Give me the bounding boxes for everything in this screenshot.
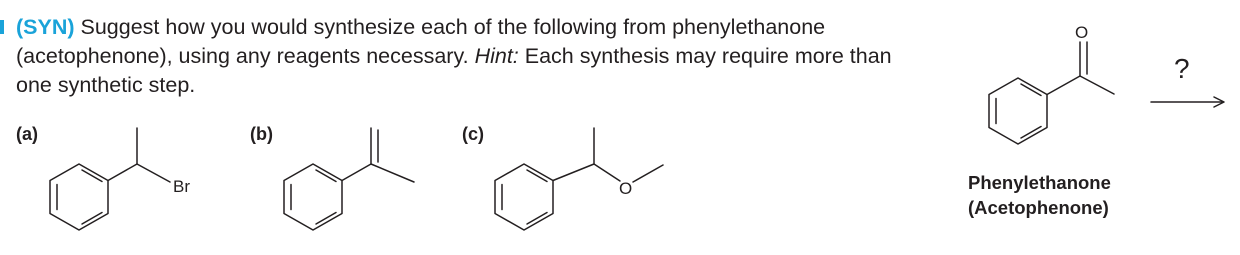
hint-text: Each synthesis may require more than one synthetic step. bbox=[16, 44, 892, 97]
structure-c-benzene-ring bbox=[495, 164, 553, 230]
problem-tag: (SYN) bbox=[16, 15, 75, 39]
structure-b-methyl-bond bbox=[371, 164, 414, 182]
acetophenone-benzene-ring bbox=[989, 78, 1047, 144]
acetophenone-carbonyl-carbon-bond bbox=[1047, 76, 1080, 95]
part-c-label: (c) bbox=[462, 124, 484, 144]
structure-a-br-label: Br bbox=[173, 177, 190, 196]
hint-label: Hint: bbox=[474, 44, 519, 68]
starting-material-name bbox=[968, 170, 1111, 220]
structure-a-methyl-bond bbox=[108, 128, 137, 181]
structure-b-benzene-ring bbox=[284, 164, 342, 230]
reaction-question-mark: ? bbox=[1174, 53, 1190, 84]
structure-a-benzene-ring bbox=[50, 164, 108, 230]
starting-material-name-line1: Phenylethanone bbox=[968, 172, 1111, 193]
structure-c-o-label: O bbox=[619, 179, 633, 198]
acetophenone-o-label: O bbox=[1075, 23, 1089, 42]
acetophenone-structure bbox=[989, 23, 1114, 144]
structure-c bbox=[495, 128, 663, 230]
part-b-label: (b) bbox=[250, 124, 273, 144]
reaction-arrow bbox=[1151, 97, 1224, 107]
structure-c-methyl-bond bbox=[553, 128, 594, 181]
structure-b-vinyl-bond bbox=[342, 164, 371, 181]
structure-a bbox=[50, 128, 190, 230]
problem-body: Suggest how you would synthesize each of the following from phenylethanone (acetophenone), using any reagents necessary. bbox=[16, 15, 826, 68]
acetophenone-methyl-bond bbox=[1080, 76, 1114, 94]
structure-b bbox=[284, 128, 414, 230]
structure-c-methyl-ether-bond bbox=[633, 165, 663, 182]
starting-material-name-line2: (Acetophenone) bbox=[968, 197, 1109, 218]
part-a-label: (a) bbox=[16, 124, 38, 144]
structure-c-o-bond bbox=[594, 164, 620, 181]
structure-a-br-bond bbox=[137, 164, 170, 182]
